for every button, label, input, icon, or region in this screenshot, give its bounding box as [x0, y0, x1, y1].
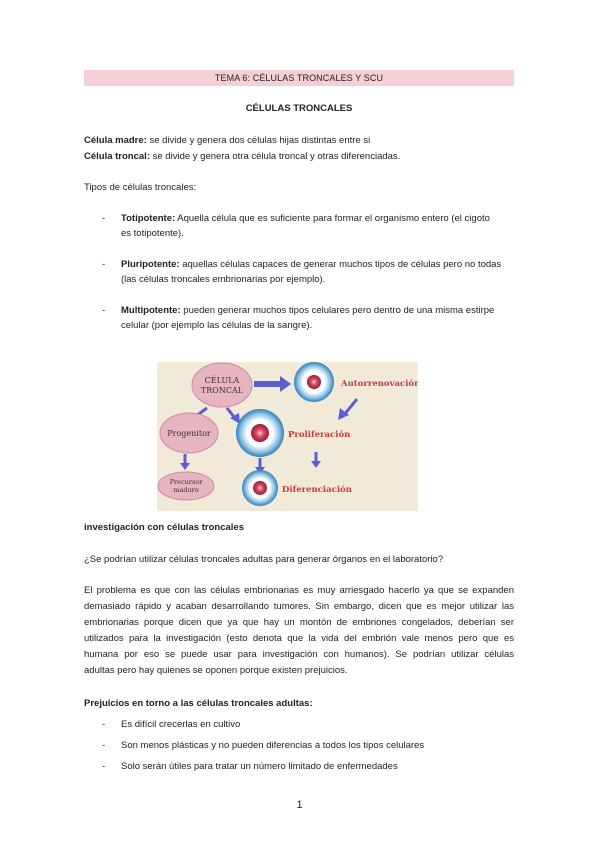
stem-cell-label: TRONCAL	[200, 386, 244, 395]
definition-term: Célula troncal:	[84, 151, 150, 162]
topic-title: TEMA 6: CÉLULAS TRONCALES Y SCU	[214, 73, 384, 83]
type-bullet: -	[102, 305, 106, 316]
research-paragraph-line: adultas pero hay quienes se oponen porque existen prejuicios.	[84, 665, 348, 676]
type-term: Totipotente:	[121, 213, 176, 224]
type-totipotent	[121, 213, 490, 224]
proliferation-label: Proliferación	[288, 430, 351, 440]
prejudice-bullet: -	[102, 761, 106, 772]
definition-text: se divide y genera otra célula troncal y otras diferenciadas.	[150, 151, 401, 162]
prejudice-bullet: -	[102, 719, 106, 730]
research-paragraph-line: utilizados para la investigación (esto denota que la vida del embrión vale menos pero que es	[84, 633, 514, 644]
type-pluripotent	[121, 259, 501, 270]
arrow-down-left-icon	[344, 399, 357, 415]
precursor-label: Precursor	[169, 478, 203, 486]
stem-cell-label: CÉLULA	[204, 376, 240, 385]
definition-text: se divide y genera dos células hijas distintas entre si	[146, 135, 371, 146]
definition-term: Célula madre:	[84, 135, 147, 146]
type-multipotent	[121, 305, 494, 316]
research-paragraph-line: humana por eso se puede usar para investigación con humanos). Se podrían utilizar células	[84, 649, 514, 660]
definition-troncal-cell	[84, 151, 400, 162]
research-paragraph-line: embrionarias porque dicen que ya que hay un montón de embriones congelados, deberían ser	[84, 617, 514, 628]
self-renewal-label: Autorrenovación	[341, 379, 418, 389]
prejudice-item: Son menos plásticas y no pueden diferencias a todos los tipos celulares	[121, 740, 425, 751]
research-paragraph-line: demasiado rápido y acaban desarrollando tumores. Sin embargo, dicen que es mejor utilizar las	[84, 601, 514, 612]
type-text-cont: celular (por ejemplo las células de la sangre).	[121, 320, 313, 331]
differentiation-label: Diferenciación	[282, 485, 352, 495]
stem-cell-shape	[192, 363, 252, 407]
self-renewal-nucleus	[307, 375, 321, 389]
section-title: CÉLULAS TRONCALES	[245, 103, 353, 114]
page-number: 1	[296, 799, 303, 811]
prejudice-item: Es difícil crecerlas en cultivo	[121, 719, 241, 730]
arrow-right-icon	[254, 376, 291, 392]
type-bullet: -	[102, 259, 106, 270]
research-question: ¿Se podrían utilizar células troncales adultas para generar órganos en el laboratorio?	[84, 554, 444, 565]
prejudices-heading: Prejuicios en torno a las células troncales adultas:	[84, 698, 313, 709]
research-paragraph-line: El problema es que con las células embrionarias es muy arriesgado hacerlo ya que se expanden	[84, 585, 514, 596]
stem-cell-diagram	[157, 362, 418, 511]
prejudice-item: Solo serán útiles para tratar un número limitado de enfermedades	[121, 761, 398, 772]
progenitor-label: Progenitor	[167, 429, 211, 438]
type-text: pueden generar muchos tipos celulares pero dentro de una misma estirpe	[180, 305, 495, 316]
types-intro: Tipos de células troncales:	[84, 182, 197, 193]
type-term: Pluripotente:	[121, 259, 180, 270]
proliferation-nucleus	[251, 424, 269, 442]
research-heading: investigación con células troncales	[84, 522, 244, 533]
differentiation-nucleus	[253, 481, 267, 495]
type-text: aquellas células capaces de generar muchos tipos de células pero no todas	[179, 259, 502, 270]
type-text: Aquella célula que es suficiente para formar el organismo entero (el cigoto	[175, 213, 490, 224]
type-text-cont: (las células troncales embrionarias por ejemplo).	[121, 274, 326, 285]
type-bullet: -	[102, 213, 106, 224]
type-text-cont: es totipotente).	[121, 228, 184, 239]
type-term: Multipotente:	[121, 305, 181, 316]
precursor-label: maduro	[173, 486, 199, 494]
definition-stem-cell	[84, 135, 370, 146]
prejudice-bullet: -	[102, 740, 106, 751]
